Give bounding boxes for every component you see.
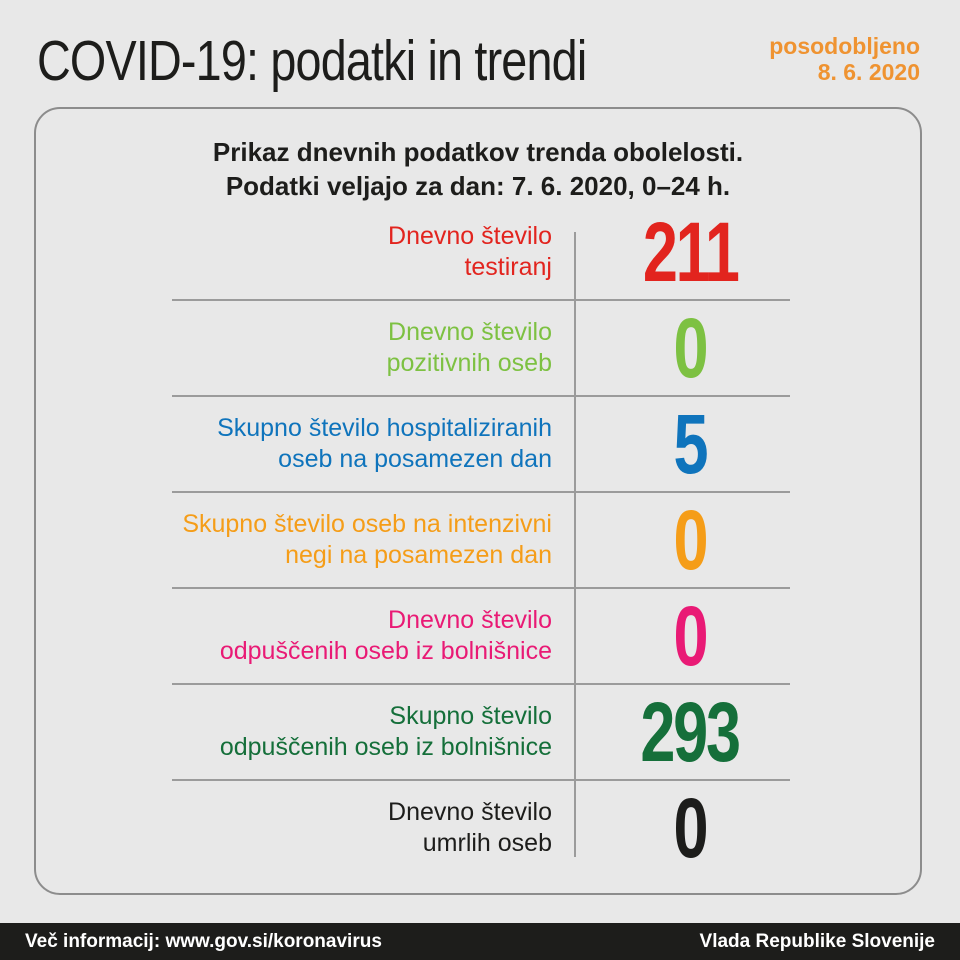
stat-label-line2: testiranj <box>464 253 552 281</box>
table-row-discharged-total <box>36 684 920 780</box>
table-row-hospitalized <box>36 396 920 492</box>
stat-label-line1: Skupno število oseb na intenzivni <box>182 510 552 538</box>
table-row-discharged-daily <box>36 588 920 684</box>
stat-label-line2: odpuščenih oseb iz bolnišnice <box>219 637 552 665</box>
table-row-deaths <box>36 780 920 876</box>
stat-label-line1: Dnevno število <box>388 606 552 634</box>
stat-label-line1: Skupno število <box>389 702 552 730</box>
stat-label <box>36 701 552 763</box>
card-subtitle-line2: Podatki veljajo za dan: 7. 6. 2020, 0–24 h. <box>225 171 731 201</box>
stat-label <box>36 797 552 859</box>
stat-value-number: 0 <box>673 781 707 875</box>
stat-label-line2: umrlih oseb <box>422 829 552 857</box>
stat-label-line1: Dnevno število <box>388 798 552 826</box>
stat-value-number: 0 <box>673 301 707 395</box>
stat-label-line2: negi na posamezen dan <box>285 541 552 569</box>
stats-card <box>34 107 922 895</box>
stat-label <box>36 413 552 475</box>
stats-table <box>36 204 920 876</box>
stat-value-number: 293 <box>640 685 740 779</box>
updated-label: posodobljeno <box>769 33 920 59</box>
stat-label-line1: Dnevno število <box>388 222 552 250</box>
footer-info-url: Več informacij: www.gov.si/koronavirus <box>25 930 382 952</box>
stat-label-line2: oseb na posamezen dan <box>278 445 552 473</box>
stat-label <box>36 221 552 283</box>
stat-value <box>574 685 806 779</box>
card-subtitle-line1: Prikaz dnevnih podatkov trenda obolelosti. <box>212 137 744 167</box>
stat-value <box>574 205 806 299</box>
table-row-icu <box>36 492 920 588</box>
stat-label-line1: Skupno število hospitaliziranih <box>217 414 552 442</box>
stat-value-number: 5 <box>673 397 707 491</box>
stat-label <box>36 317 552 379</box>
stat-label <box>36 605 552 667</box>
footer-source: Vlada Republike Slovenije <box>699 930 935 952</box>
card-subtitle <box>36 135 920 203</box>
stat-value <box>574 589 806 683</box>
stat-value-number: 211 <box>642 205 738 299</box>
table-row-positive <box>36 300 920 396</box>
stat-value-number: 0 <box>673 493 707 587</box>
updated-note <box>769 33 920 85</box>
stat-value <box>574 493 806 587</box>
footer-bar <box>0 923 960 960</box>
stat-label-line2: pozitivnih oseb <box>386 349 552 377</box>
stat-label <box>36 509 552 571</box>
stat-value <box>574 397 806 491</box>
page-title: COVID-19: podatki in trendi <box>37 29 587 93</box>
stat-label-line1: Dnevno število <box>388 318 552 346</box>
updated-date: 8. 6. 2020 <box>817 59 920 85</box>
stat-value-number: 0 <box>673 589 707 683</box>
stat-value <box>574 781 806 875</box>
table-row-tests <box>36 204 920 300</box>
stat-value <box>574 301 806 395</box>
stat-label-line2: odpuščenih oseb iz bolnišnice <box>219 733 552 761</box>
